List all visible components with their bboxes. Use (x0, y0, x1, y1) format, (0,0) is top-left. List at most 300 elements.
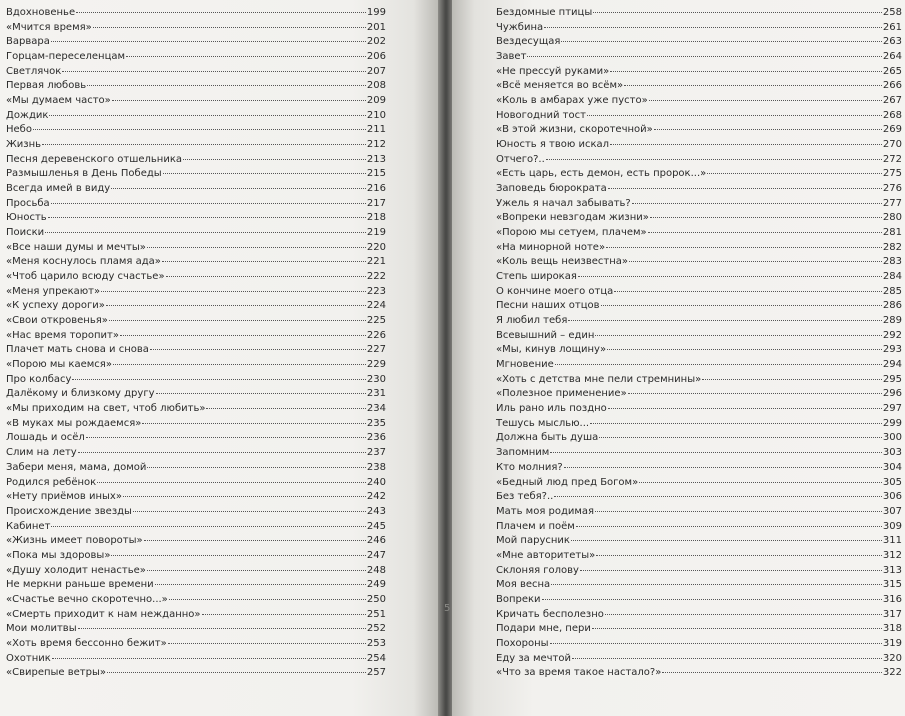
toc-entry-title: Новогодний тост (496, 109, 586, 121)
toc-entry (6, 490, 386, 505)
toc-entry (496, 505, 902, 520)
toc-entry-title: Иль рано иль поздно (496, 403, 607, 415)
toc-entry-page: 218 (366, 212, 386, 224)
toc-entry-page: 211 (366, 124, 386, 136)
toc-entry-title: Просьба (6, 197, 50, 209)
toc-entry-page: 318 (882, 623, 902, 635)
toc-entry-page: 307 (882, 505, 902, 517)
toc-entry-title: «Коль вещь неизвестна» (496, 256, 628, 268)
toc-entry (6, 241, 386, 256)
toc-entry-title: Склоняя голову (496, 564, 579, 576)
toc-entry (496, 564, 902, 579)
toc-entry-page: 276 (882, 183, 902, 195)
toc-entry-page: 317 (882, 608, 902, 620)
toc-entry-page: 235 (366, 417, 386, 429)
toc-entry (496, 490, 902, 505)
toc-entry (6, 549, 386, 564)
toc-entry-page: 305 (882, 476, 902, 488)
toc-entry (496, 534, 902, 549)
dot-leader (206, 406, 365, 409)
dot-leader (624, 83, 882, 86)
dot-leader (632, 201, 882, 204)
toc-entry-page: 248 (366, 564, 386, 576)
dot-leader (101, 289, 366, 292)
toc-entry-title: «Смерть приходит к нам нежданно» (6, 608, 201, 620)
toc-entry-page: 320 (882, 652, 902, 664)
left-page (0, 0, 440, 716)
toc-entry (6, 226, 386, 241)
toc-entry (496, 50, 902, 65)
toc-entry-page: 251 (366, 608, 386, 620)
toc-entry (6, 123, 386, 138)
toc-entry-title: Родился ребёнок (6, 476, 97, 488)
toc-entry-page: 312 (882, 549, 902, 561)
toc-entry (6, 211, 386, 226)
toc-entry-title: Происхождение звезды (6, 505, 132, 517)
toc-entry-title: Чужбина (496, 21, 544, 33)
dot-leader (126, 54, 366, 57)
toc-entry-title: «Пока мы здоровы» (6, 549, 111, 561)
toc-entry (496, 226, 902, 241)
dot-leader (587, 113, 882, 116)
toc-entry-title: Варвара (6, 36, 50, 48)
toc-entry-title: Мои молитвы (6, 623, 77, 635)
toc-entry (496, 109, 902, 124)
toc-entry-page: 281 (882, 227, 902, 239)
toc-entry-page: 299 (882, 417, 902, 429)
dot-leader (142, 421, 366, 424)
toc-entry-title: Плачем и поём (496, 520, 575, 532)
dot-leader (564, 465, 882, 468)
toc-entry (496, 520, 902, 535)
toc-entry (6, 417, 386, 432)
dot-leader (601, 303, 882, 306)
toc-entry (496, 241, 902, 256)
toc-entry-title: «Хоть время бессонно бежит» (6, 637, 167, 649)
toc-entry-title: «Мы приходим на свет, чтоб любить» (6, 403, 206, 415)
dot-leader (163, 171, 366, 174)
toc-entry (6, 431, 386, 446)
toc-entry-title: «В муках мы рождаемся» (6, 417, 142, 429)
toc-entry-title: Вдохновенье (6, 7, 76, 18)
toc-entry (496, 285, 902, 300)
toc-entry (496, 417, 902, 432)
toc-entry (6, 593, 386, 608)
toc-entry-title: «Полезное применение» (496, 388, 627, 400)
dot-leader (51, 524, 365, 527)
dot-leader (147, 465, 366, 468)
toc-entry-title: «Всё меняется во всём» (496, 80, 624, 92)
dot-leader (62, 69, 366, 72)
toc-entry-page: 303 (882, 447, 902, 459)
toc-entry-page: 209 (366, 95, 386, 107)
toc-entry-page: 264 (882, 51, 902, 63)
toc-entry-title: Похороны (496, 637, 549, 649)
toc-entry-title: «Нас время торопит» (6, 329, 119, 341)
toc-entry-page: 219 (366, 227, 386, 239)
dot-leader (120, 333, 366, 336)
toc-entry (6, 314, 386, 329)
toc-entry-page: 246 (366, 535, 386, 547)
toc-left (6, 6, 386, 681)
toc-entry-title: Песни наших отцов (496, 300, 600, 312)
toc-entry (496, 314, 902, 329)
dot-leader (133, 509, 366, 512)
toc-entry-page: 277 (882, 197, 902, 209)
toc-entry-page: 275 (882, 168, 902, 180)
toc-entry-page: 216 (366, 183, 386, 195)
dot-leader (550, 641, 882, 644)
toc-entry-title: «В этой жизни, скоротечной» (496, 124, 653, 136)
toc-entry (6, 622, 386, 637)
toc-entry (6, 255, 386, 270)
toc-entry (496, 329, 902, 344)
toc-entry-page: 253 (366, 637, 386, 649)
toc-entry-page: 254 (366, 652, 386, 664)
toc-entry-page: 221 (366, 256, 386, 268)
dot-leader (97, 480, 366, 483)
toc-entry-page: 306 (882, 491, 902, 503)
toc-entry (6, 79, 386, 94)
toc-entry (6, 167, 386, 182)
toc-entry (6, 534, 386, 549)
dot-leader (106, 303, 366, 306)
toc-entry-page: 269 (882, 124, 902, 136)
dot-leader (654, 127, 882, 130)
dot-leader (707, 171, 882, 174)
dot-leader (107, 670, 366, 673)
dot-leader (86, 435, 366, 438)
toc-entry (496, 446, 902, 461)
toc-entry-title: Кабинет (6, 520, 51, 532)
toc-entry-page: 286 (882, 300, 902, 312)
toc-entry (6, 94, 386, 109)
toc-entry (496, 387, 902, 402)
toc-entry (496, 549, 902, 564)
dot-leader (48, 215, 366, 218)
toc-entry-page: 285 (882, 285, 902, 297)
dot-leader (606, 245, 882, 248)
toc-entry-page: 252 (366, 623, 386, 635)
dot-leader (610, 142, 882, 145)
toc-entry-page: 294 (882, 359, 902, 371)
toc-entry (6, 109, 386, 124)
dot-leader (33, 127, 366, 130)
toc-entry (496, 652, 902, 667)
dot-leader (527, 54, 881, 57)
toc-entry-title: «На минорной ноте» (496, 241, 606, 253)
dot-leader (183, 157, 366, 160)
page-number: 5 (444, 603, 451, 614)
toc-entry (6, 637, 386, 652)
toc-entry-page: 284 (882, 271, 902, 283)
toc-entry-title: Отчего?.. (496, 153, 545, 165)
toc-entry (496, 153, 902, 168)
dot-leader (87, 83, 366, 86)
toc-entry (6, 182, 386, 197)
toc-entry-page: 242 (366, 491, 386, 503)
toc-entry-page: 258 (882, 7, 902, 18)
toc-entry (6, 197, 386, 212)
dot-leader (546, 157, 882, 160)
toc-entry-page: 222 (366, 271, 386, 283)
toc-entry-title: «Хоть с детства мне пели стремнины» (496, 373, 702, 385)
dot-leader (109, 318, 366, 321)
toc-entry-title: Про колбасу (6, 373, 72, 385)
toc-entry-title: «Коль в амбарах уже пусто» (496, 95, 648, 107)
toc-entry-page: 266 (882, 80, 902, 92)
dot-leader (76, 10, 366, 13)
dot-leader (551, 582, 882, 585)
dot-leader (607, 347, 882, 350)
dot-leader (702, 377, 882, 380)
toc-entry-page: 206 (366, 51, 386, 63)
toc-entry-title: «Свирепые ветры» (6, 667, 106, 679)
dot-leader (150, 347, 366, 350)
dot-leader (648, 230, 882, 233)
dot-leader (639, 480, 882, 483)
toc-entry-title: Я любил тебя (496, 315, 568, 327)
toc-entry-title: Слим на лету (6, 447, 77, 459)
toc-entry-title: Юность (6, 212, 47, 224)
toc-entry-page: 261 (882, 21, 902, 33)
right-page (452, 0, 905, 716)
dot-leader (605, 612, 882, 615)
toc-entry-title: Лошадь и осёл (6, 432, 85, 444)
toc-entry (496, 35, 902, 50)
toc-entry (6, 461, 386, 476)
dot-leader (555, 362, 882, 365)
dot-leader (42, 142, 366, 145)
toc-entry-title: Охотник (6, 652, 51, 664)
toc-entry (6, 373, 386, 388)
toc-entry (6, 270, 386, 285)
toc-entry-title: Размышленья в День Победы (6, 168, 162, 180)
toc-entry (496, 461, 902, 476)
toc-entry (496, 666, 902, 681)
toc-entry-page: 224 (366, 300, 386, 312)
dot-leader (610, 69, 882, 72)
dot-leader (596, 553, 882, 556)
toc-entry-title: Далёкому и близкому другу (6, 388, 155, 400)
toc-entry-title: «Мы, кинув лощину» (496, 344, 607, 356)
dot-leader (166, 274, 366, 277)
dot-leader (550, 450, 882, 453)
toc-entry-title: Еду за мечтой (496, 652, 571, 664)
dot-leader (113, 362, 366, 365)
toc-entry-page: 296 (882, 388, 902, 400)
toc-entry-page: 297 (882, 403, 902, 415)
toc-entry (6, 446, 386, 461)
toc-entry-page: 247 (366, 549, 386, 561)
dot-leader (595, 509, 882, 512)
dot-leader (49, 113, 366, 116)
toc-entry (6, 387, 386, 402)
toc-entry (496, 21, 902, 36)
toc-entry-title: «К успеху дороги» (6, 300, 105, 312)
dot-leader (155, 582, 366, 585)
toc-entry-title: «Вопреки невзгодам жизни» (496, 212, 649, 224)
dot-leader (554, 494, 882, 497)
dot-leader (51, 39, 366, 42)
dot-leader (580, 568, 882, 571)
toc-entry-title: О кончине моего отца (496, 285, 614, 297)
toc-entry (496, 270, 902, 285)
toc-entry (496, 343, 902, 358)
toc-entry-page: 202 (366, 36, 386, 48)
toc-entry (6, 476, 386, 491)
toc-entry-title: Всегда имей в виду (6, 183, 111, 195)
dot-leader (593, 10, 882, 13)
toc-entry-title: Бездомные птицы (496, 7, 593, 18)
toc-entry (496, 182, 902, 197)
toc-entry-title: Вездесущая (496, 36, 561, 48)
toc-entry-page: 315 (882, 579, 902, 591)
toc-entry-title: Кто молния? (496, 461, 563, 473)
toc-entry-page: 319 (882, 637, 902, 649)
toc-entry (496, 65, 902, 80)
toc-entry-page: 229 (366, 359, 386, 371)
toc-entry-page: 238 (366, 461, 386, 473)
dot-leader (568, 318, 882, 321)
toc-entry-page: 237 (366, 447, 386, 459)
dot-leader (111, 186, 366, 189)
toc-entry-page: 201 (366, 21, 386, 33)
toc-entry-page: 230 (366, 373, 386, 385)
toc-entry (6, 153, 386, 168)
dot-leader (662, 670, 882, 673)
toc-entry-page: 265 (882, 65, 902, 77)
toc-entry (6, 50, 386, 65)
toc-entry (496, 94, 902, 109)
toc-entry (496, 358, 902, 373)
dot-leader (78, 626, 366, 629)
toc-entry-page: 250 (366, 593, 386, 605)
toc-entry (6, 343, 386, 358)
dot-leader (168, 641, 366, 644)
toc-entry-title: Дождик (6, 109, 49, 121)
toc-entry (496, 211, 902, 226)
dot-leader (162, 259, 366, 262)
toc-entry (496, 197, 902, 212)
toc-entry-title: Юность я твою искал (496, 139, 610, 151)
toc-entry (6, 65, 386, 80)
toc-entry-title: Заповедь бюрократа (496, 183, 607, 195)
toc-entry-title: «Жизнь имеет повороты» (6, 535, 143, 547)
toc-entry-title: Кричать бесполезно (496, 608, 604, 620)
toc-entry-title: «Нету приёмов иных» (6, 491, 122, 503)
toc-entry-title: Мать моя родимая (496, 505, 595, 517)
toc-entry-title: «Душу холодит ненастье» (6, 564, 146, 576)
toc-entry-page: 223 (366, 285, 386, 297)
toc-entry (496, 578, 902, 593)
toc-entry-title: Мгновение (496, 359, 554, 371)
toc-entry (6, 520, 386, 535)
dot-leader (608, 186, 882, 189)
dot-leader (544, 25, 882, 28)
toc-entry-page: 245 (366, 520, 386, 532)
toc-entry (6, 666, 386, 681)
dot-leader (614, 289, 882, 292)
dot-leader (78, 450, 366, 453)
toc-entry (6, 329, 386, 344)
toc-entry-title: «Меня упрекают» (6, 285, 101, 297)
toc-right (496, 6, 902, 681)
toc-entry-title: Всевышний – един (496, 329, 595, 341)
toc-entry-title: Поиски (6, 227, 45, 239)
toc-entry-page: 295 (882, 373, 902, 385)
toc-entry-page: 226 (366, 329, 386, 341)
toc-entry (6, 358, 386, 373)
toc-entry (496, 123, 902, 138)
dot-leader (72, 377, 365, 380)
toc-entry-title: «Мы думаем часто» (6, 95, 111, 107)
toc-entry-page: 283 (882, 256, 902, 268)
toc-entry-page: 213 (366, 153, 386, 165)
dot-leader (147, 245, 366, 248)
toc-entry-page: 316 (882, 593, 902, 605)
toc-entry-page: 270 (882, 139, 902, 151)
toc-entry-page: 243 (366, 505, 386, 517)
toc-entry-page: 289 (882, 315, 902, 327)
toc-entry-title: Должна быть душа (496, 432, 599, 444)
dot-leader (169, 597, 366, 600)
toc-entry-title: «Меня коснулось пламя ада» (6, 256, 161, 268)
dot-leader (571, 538, 882, 541)
dot-leader (51, 201, 366, 204)
dot-leader (592, 626, 882, 629)
toc-entry (6, 6, 386, 21)
toc-entry-page: 313 (882, 564, 902, 576)
toc-entry-title: Завет (496, 51, 527, 63)
dot-leader (578, 274, 882, 277)
dot-leader (112, 98, 366, 101)
toc-entry (6, 285, 386, 300)
dot-leader (542, 597, 882, 600)
toc-entry (496, 299, 902, 314)
dot-leader (608, 406, 882, 409)
toc-entry (496, 476, 902, 491)
toc-entry-page: 207 (366, 65, 386, 77)
toc-entry-title: «Счастье вечно скоротечно...» (6, 593, 168, 605)
toc-entry-page: 267 (882, 95, 902, 107)
toc-entry (496, 402, 902, 417)
toc-entry (496, 373, 902, 388)
toc-entry-page: 249 (366, 579, 386, 591)
toc-entry (6, 652, 386, 667)
dot-leader (572, 656, 882, 659)
toc-entry-page: 240 (366, 476, 386, 488)
toc-entry-page: 292 (882, 329, 902, 341)
toc-entry (496, 431, 902, 446)
dot-leader (93, 25, 366, 28)
toc-entry-title: «Мчится время» (6, 21, 92, 33)
toc-entry (496, 622, 902, 637)
toc-entry-page: 304 (882, 461, 902, 473)
toc-entry-page: 217 (366, 197, 386, 209)
toc-entry-page: 210 (366, 109, 386, 121)
toc-entry-page: 263 (882, 36, 902, 48)
dot-leader (628, 391, 882, 394)
toc-entry-title: Горцам-переселенцам (6, 51, 126, 63)
toc-entry-page: 300 (882, 432, 902, 444)
toc-entry-page: 212 (366, 139, 386, 151)
dot-leader (561, 39, 882, 42)
toc-entry-title: Забери меня, мама, домой (6, 461, 147, 473)
dot-leader (147, 568, 366, 571)
toc-entry (6, 608, 386, 623)
toc-entry-page: 220 (366, 241, 386, 253)
